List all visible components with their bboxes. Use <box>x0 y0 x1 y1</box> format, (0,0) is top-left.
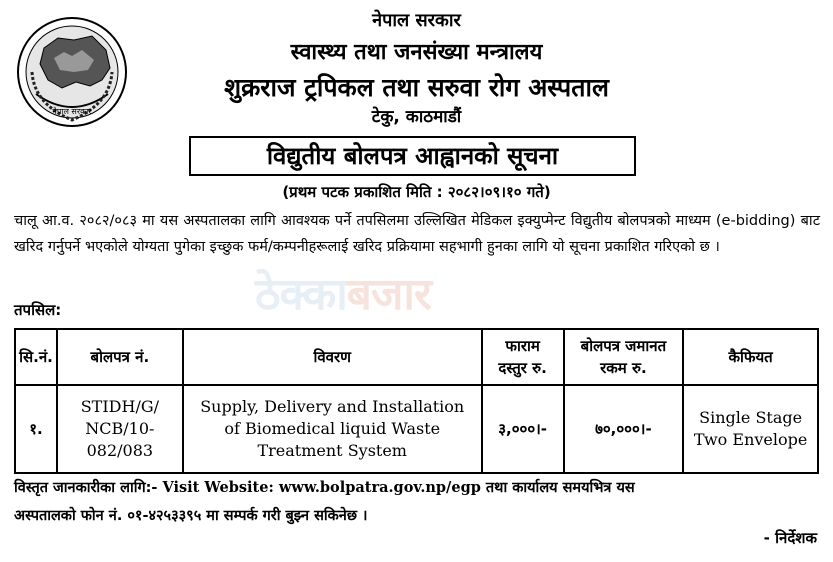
list-label: तपसिल: <box>14 301 62 319</box>
hospital-address: टेकु, काठमाडौं <box>371 107 462 127</box>
website-link[interactable]: Visit Website: www.bolpatra.gov.np/egp <box>162 479 481 496</box>
row-description <box>183 385 482 473</box>
notice-title: विद्युतीय बोलपत्र आह्वानको सूचना <box>189 136 636 176</box>
watermark-part2: बजार <box>346 269 431 320</box>
col-sn: सि.नं. <box>15 329 57 385</box>
row-remarks <box>683 385 818 473</box>
info-phone-line: अस्पतालको फोन नं. ०१-४२५३३९५ मा सम्पर्क गरी बुझ्न सकिनेछ । <box>14 508 368 524</box>
desc-line1: Supply, Delivery and Installation <box>200 397 465 416</box>
col-bid-no: बोलपत्र नं. <box>57 329 183 385</box>
table-header-row <box>15 329 818 385</box>
notice-body: चालू आ.व. २०८२/०८३ मा यस अस्पतालका लागि आवश्यक पर्ने तपसिलमा उल्लिखित मेडिकल इक्युप्मेन्ट विद्युतीय बोलपत्रको माध्यम (e-bidding) बाट खरिद गर्नुपर्ने भएकोले योग्यता पुगेका इच्छुक फर्म/कम्पनीहरूलाई खरिद प्रक्रियामा सहभागी हुनका लागि यो सूचना प्रकाशित गरिएको छ । <box>14 213 820 255</box>
government-name: नेपाल सरकार <box>372 10 461 31</box>
row-fee: ३,०००।- <box>482 385 564 473</box>
info-rest: तथा कार्यालय समयभित्र यस <box>485 480 635 496</box>
col-fee-line1: फाराम <box>505 337 540 355</box>
table-row <box>15 385 818 473</box>
hospital-name: शुक्रराज ट्रपिकल तथा सरुवा रोग अस्पताल <box>224 73 609 102</box>
signature: - निर्देशक <box>763 529 817 547</box>
publish-date: (प्रथम पटक प्रकाशित मिति : २०८२।०९।१० गते) <box>282 183 551 201</box>
remarks-line2: Two Envelope <box>693 430 808 449</box>
emblem-motto: नेपाल सरकार <box>52 107 92 116</box>
col-fee-line2: दस्तुर रु. <box>498 359 547 377</box>
bid-no-line3: 082/083 <box>86 441 154 460</box>
remarks-line1: Single Stage <box>699 408 803 427</box>
ministry-name: स्वास्थ्य तथा जनसंख्या मन्त्रालय <box>290 40 543 65</box>
col-remarks: कैफियत <box>683 329 818 385</box>
row-bid-no <box>57 385 183 473</box>
row-security: ७०,०००।- <box>564 385 684 473</box>
row-sn: १. <box>15 385 57 473</box>
desc-line2: of Biomedical liquid Waste <box>224 419 441 438</box>
bid-no-line2: NCB/10- <box>85 419 155 438</box>
col-security-line2: रकम रु. <box>600 359 647 377</box>
bid-no-line1: STIDH/G/ <box>80 397 159 416</box>
watermark-logo <box>255 262 431 322</box>
col-security <box>564 329 684 385</box>
col-security-line1: बोलपत्र जमानत <box>580 337 667 355</box>
col-fee <box>482 329 564 385</box>
col-description: विवरण <box>183 329 482 385</box>
desc-line3: Treatment System <box>257 441 407 460</box>
info-section <box>14 474 820 530</box>
watermark-part1: ठेक्का <box>255 269 347 320</box>
bid-table <box>14 328 819 474</box>
info-label: विस्तृत जानकारीका लागि:- <box>14 480 158 496</box>
